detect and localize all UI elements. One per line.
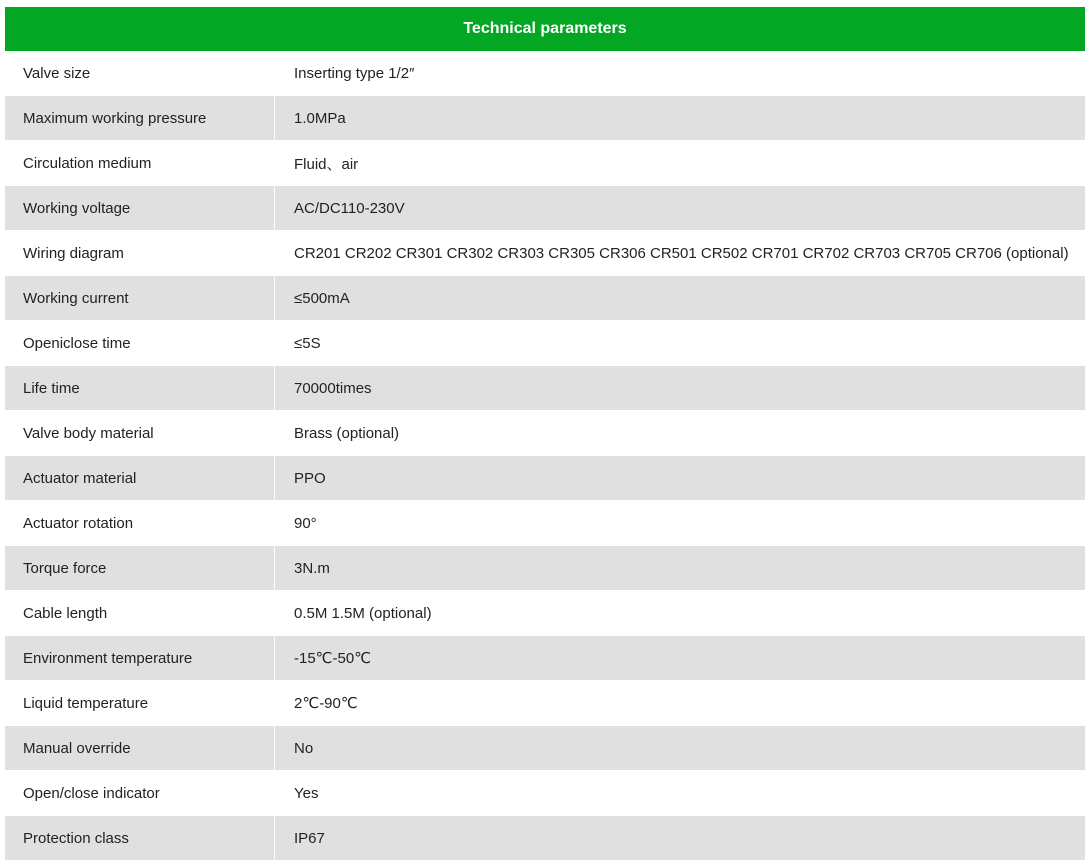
row-value: ≤500mA xyxy=(294,289,350,307)
row-value: CR201 CR202 CR301 CR302 CR303 CR305 CR306 CR501 CR502 CR701 CR702 CR703 CR705 CR706 (optional) xyxy=(294,244,1069,262)
table-row xyxy=(5,186,1085,231)
row-label: Open/close indicator xyxy=(5,771,275,815)
table-row xyxy=(5,816,1085,861)
table-title: Technical parameters xyxy=(5,7,1085,51)
row-value: Fluid、air xyxy=(294,155,359,173)
table-row xyxy=(5,546,1085,591)
row-label: Actuator rotation xyxy=(5,501,275,545)
row-label: Torque force xyxy=(5,546,275,590)
table-row xyxy=(5,276,1085,321)
row-label: Valve size xyxy=(5,51,275,95)
row-label: Working current xyxy=(5,276,275,320)
table-row xyxy=(5,771,1085,816)
table-row xyxy=(5,321,1085,366)
row-value: No xyxy=(294,739,314,757)
table-row xyxy=(5,456,1085,501)
row-value: AC/DC110-230V xyxy=(294,199,405,217)
row-value: 3N.m xyxy=(294,559,330,577)
row-label: Maximum working pressure xyxy=(5,96,275,140)
row-value: 1.0MPa xyxy=(294,109,346,127)
table-row xyxy=(5,501,1085,546)
row-value: 2℃-90℃ xyxy=(294,695,358,712)
table-row xyxy=(5,51,1085,96)
table-row xyxy=(5,636,1085,681)
row-label: Liquid temperature xyxy=(5,681,275,725)
row-label: Environment temperature xyxy=(5,636,275,680)
row-label: Protection class xyxy=(5,816,275,860)
table-row xyxy=(5,681,1085,726)
row-value: Brass (optional) xyxy=(294,424,400,442)
row-label: Openiclose time xyxy=(5,321,275,365)
row-label: Working voltage xyxy=(5,186,275,230)
table-row xyxy=(5,141,1085,186)
row-label: Valve body material xyxy=(5,411,275,455)
row-value: 70000times xyxy=(294,379,372,397)
row-value: Inserting type 1/2″ xyxy=(294,64,415,82)
table-row xyxy=(5,96,1085,141)
row-value: -15℃-50℃ xyxy=(294,650,372,667)
row-label: Manual override xyxy=(5,726,275,770)
row-value: ≤5S xyxy=(294,334,321,352)
row-label: Cable length xyxy=(5,591,275,635)
table-row xyxy=(5,411,1085,456)
row-label: Life time xyxy=(5,366,275,410)
row-value: 90° xyxy=(294,514,317,532)
table-row xyxy=(5,726,1085,771)
row-value: Yes xyxy=(294,784,319,802)
table-row xyxy=(5,366,1085,411)
table-body xyxy=(5,51,1085,861)
row-value: 0.5M 1.5M (optional) xyxy=(294,604,432,622)
technical-parameters-table xyxy=(5,7,1085,861)
row-value: IP67 xyxy=(294,829,325,847)
table-row xyxy=(5,231,1085,276)
row-label: Actuator material xyxy=(5,456,275,500)
row-label: Wiring diagram xyxy=(5,231,275,275)
row-label: Circulation medium xyxy=(5,141,275,185)
row-value: PPO xyxy=(294,469,326,487)
table-row xyxy=(5,591,1085,636)
